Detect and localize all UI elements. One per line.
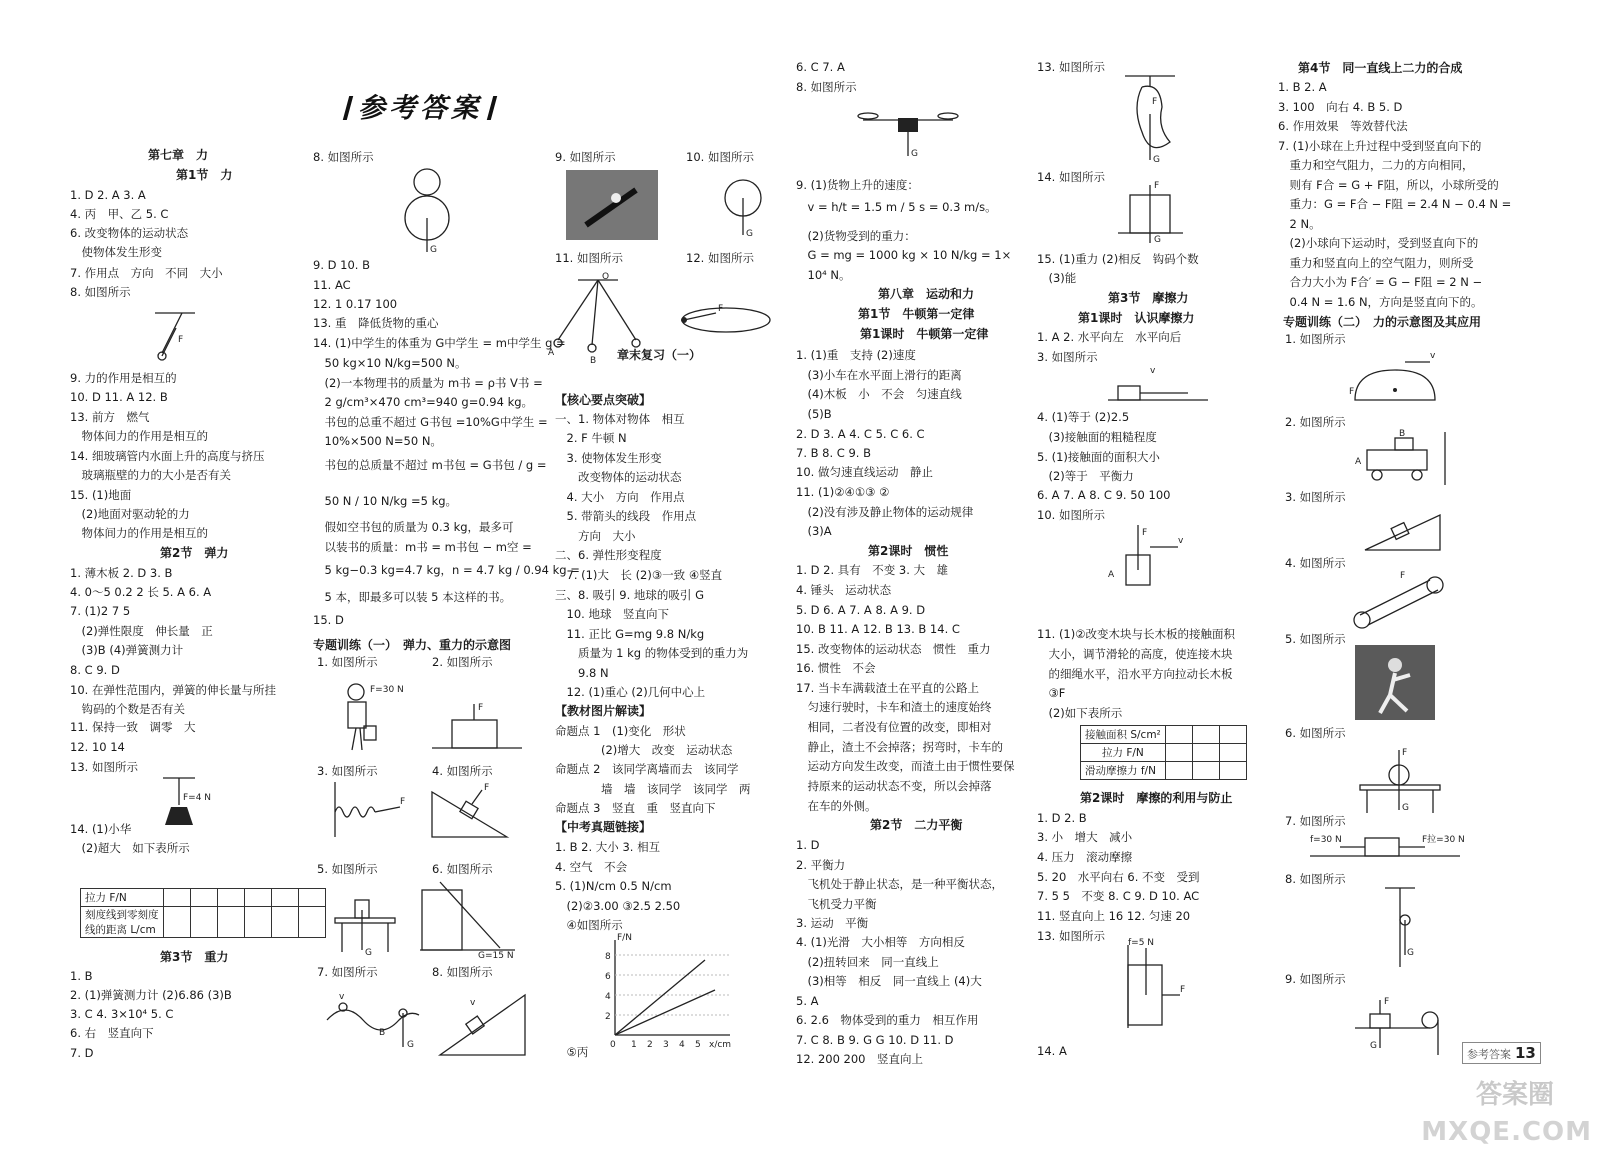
answer-line: (3)相等 相反 同一直线上 (4)大 xyxy=(796,974,982,988)
svg-text:F: F xyxy=(484,783,490,793)
answer-line: 5. 如图所示 xyxy=(317,862,378,876)
answer-line: 11. 正比 G=mg 9.8 N/kg xyxy=(555,627,705,641)
answer-line: 10. 如图所示 xyxy=(1037,508,1105,522)
svg-text:B: B xyxy=(1399,429,1406,439)
answer-line: 2 g/cm³×470 cm³=940 g=0.94 kg。 xyxy=(313,395,534,409)
answer-line: 书包的总重不超过 G书包 =10%G中学生 = xyxy=(313,415,548,429)
answer-line: 13. 如图所示 xyxy=(1037,929,1105,943)
answer-line: (4)木板 小 不会 匀速直线 xyxy=(796,387,962,401)
answer-line: 4. 压力 滚动摩擦 xyxy=(1037,850,1133,864)
answer-line: 合力大小为 F合′ = G − F阻 = 2 N − xyxy=(1278,275,1483,289)
answer-line: 1. D xyxy=(796,838,820,852)
answer-line: 9. 力的作用是相互的 xyxy=(70,371,177,385)
circle-motion-figure xyxy=(676,295,772,355)
answer-line: 15. (1)地面 xyxy=(70,488,132,502)
svg-text:F: F xyxy=(1384,997,1390,1007)
answer-line: (2)扭转回来 同一直线上 xyxy=(796,955,939,969)
answer-line: 命题点 1 (1)变化 形状 xyxy=(555,724,686,738)
answer-line: 改变物体的运动状态 xyxy=(555,470,682,484)
answer-line: 重力：G = F合 − F阻 = 2.4 N − 0.4 N = xyxy=(1278,197,1512,211)
answer-line: 7. 如图所示 xyxy=(1285,814,1346,828)
answer-line: 17. 当卡车满载渣土在平直的公路上 xyxy=(796,681,979,695)
answer-line: 玻璃瓶壁的力的大小是否有关 xyxy=(70,468,231,482)
answer-line: 0.4 N = 1.6 N，方向是竖直向下的。 xyxy=(1278,295,1483,309)
answer-line: 1. (1)重 支持 (2)速度 xyxy=(796,348,916,362)
spring-hand-figure xyxy=(330,782,410,842)
answer-line: (2)增大 改变 运动状态 xyxy=(555,743,733,757)
answer-line: 14. (1)小华 xyxy=(70,822,132,836)
svg-text:F: F xyxy=(1400,571,1406,581)
ladder-wall-figure xyxy=(420,880,520,960)
section-heading: 第4节 同一直线上二力的合成 xyxy=(1298,61,1463,75)
wood-block-figure xyxy=(1108,368,1208,413)
svg-text:F: F xyxy=(400,797,406,807)
section-heading: 专题训练（二） 力的示意图及其应用 xyxy=(1283,315,1482,329)
answer-line: ③F xyxy=(1037,686,1066,700)
pendulum-swing-figure xyxy=(548,272,648,370)
answer-line: ④如图所示 xyxy=(555,918,623,932)
answer-line: 5. 带箭头的线段 作用点 xyxy=(555,509,697,523)
table-cell: 滑动摩擦力 f/N xyxy=(1081,762,1166,780)
answer-line: 12. 1 0.17 100 xyxy=(313,297,398,311)
answer-line: 4. 丙 甲、乙 5. C xyxy=(70,207,169,221)
svg-text:G: G xyxy=(1154,235,1161,245)
answer-line: 钩码的个数是否有关 xyxy=(70,702,185,716)
answer-line: 方向 大小 xyxy=(555,529,636,543)
answer-line: (3)B (4)弹簧测力计 xyxy=(70,643,184,657)
svg-text:G: G xyxy=(365,948,372,958)
answer-line: 命题点 2 该同学离墙而去 该同学 xyxy=(555,762,739,776)
answer-line: 重力和空气阻力，二力的方向相同， xyxy=(1278,158,1474,172)
section-heading: 第3节 摩擦力 xyxy=(1108,291,1189,305)
answer-line: 静止，渣土不会掉落；拐弯时，卡车的 xyxy=(796,740,1003,754)
svg-text:A: A xyxy=(1108,570,1115,580)
svg-text:F: F xyxy=(478,703,484,713)
answer-line: 运动方向发生改变，而渣土由于惯性要保 xyxy=(796,759,1015,773)
answer-line: 1. B 2. 大小 3. 相互 xyxy=(555,840,661,854)
answer-line: 7. B 8. C 9. B xyxy=(796,446,872,460)
svg-text:v: v xyxy=(470,998,476,1008)
svg-text:F=4 N: F=4 N xyxy=(183,793,212,803)
svg-text:O: O xyxy=(602,272,610,282)
answer-line: 假如空书包的质量为 0.3 kg，最多可 xyxy=(313,520,514,534)
svg-text:G: G xyxy=(407,1040,414,1050)
answer-line: (2)没有涉及静止物体的运动规律 xyxy=(796,505,974,519)
answer-line: 12. 如图所示 xyxy=(686,251,754,265)
svg-text:F: F xyxy=(1349,387,1355,397)
answer-line: 5. 如图所示 xyxy=(1285,632,1346,646)
answer-line: 书包的总质量不超过 m书包 = G书包 / g = xyxy=(313,458,547,472)
hanging-box-figure xyxy=(1118,180,1188,245)
answer-line: 7. 如图所示 xyxy=(317,965,378,979)
answer-line: 3. 使物体发生形变 xyxy=(555,451,662,465)
answer-line: 2. F 牛顿 N xyxy=(555,431,627,445)
svg-text:8: 8 xyxy=(605,952,611,962)
answer-line: 10. 在弹性范围内，弹簧的伸长量与所挂 xyxy=(70,683,276,697)
answer-line: 1. D 2. 具有 不变 3. 大 雄 xyxy=(796,563,949,577)
answer-line: 1. D 2. A 3. A xyxy=(70,188,146,202)
svg-text:v: v xyxy=(339,992,345,1002)
answer-line: 物体间力的作用是相互的 xyxy=(70,526,208,540)
answer-line: 6. 作用效果 等效替代法 xyxy=(1278,119,1408,133)
watermark-logo: 答案圈 xyxy=(1475,1080,1554,1110)
answer-line: 1. 薄木板 2. D 3. B xyxy=(70,566,173,580)
answer-line: 3. 100 向右 4. B 5. D xyxy=(1278,100,1403,114)
answer-line: 8. C 9. D xyxy=(70,663,120,677)
svg-text:F=30 N: F=30 N xyxy=(370,685,404,695)
table-cell-line: 线的距离 L/cm xyxy=(85,924,156,936)
answer-line: 10%×500 N=50 N。 xyxy=(313,434,442,448)
answer-line: 2. (1)弹簧测力计 (2)6.86 (3)B xyxy=(70,988,232,1002)
answer-line: v = h/t = 1.5 m / 5 s = 0.3 m/s。 xyxy=(796,200,997,214)
answer-line: 重力和竖直向上的空气阻力，则所受 xyxy=(1278,256,1474,270)
conveyor-figure xyxy=(1350,570,1450,630)
answer-line: 11. AC xyxy=(313,278,351,292)
answer-line: 3. 运动 平衡 xyxy=(796,916,869,930)
friction-table xyxy=(1080,725,1247,780)
answer-line: 9. (1)货物上升的速度： xyxy=(796,178,919,192)
answer-line: 飞机受力平衡 xyxy=(796,897,877,911)
svg-text:G: G xyxy=(430,245,437,255)
table-cell: 拉力 F/N xyxy=(1081,744,1166,762)
answer-line: 13. 如图所示 xyxy=(70,760,138,774)
answer-line: 6. A 7. A 8. C 9. 50 100 xyxy=(1037,488,1171,502)
svg-text:f=5 N: f=5 N xyxy=(1128,938,1155,948)
svg-text:A: A xyxy=(1355,457,1362,467)
answer-line: 6. 如图所示 xyxy=(432,862,493,876)
section-heading: 第2课时 摩擦的利用与防止 xyxy=(1080,791,1233,805)
svg-text:4: 4 xyxy=(605,992,611,1002)
svg-text:F: F xyxy=(1180,985,1186,995)
answer-line: 在车的外侧。 xyxy=(796,799,877,813)
pull-box-figure xyxy=(1310,830,1470,865)
svg-text:F: F xyxy=(718,304,724,314)
runner-photo xyxy=(1355,645,1435,720)
answer-line: 50 N / 10 N/kg =5 kg。 xyxy=(313,494,458,508)
pulley-figure xyxy=(1350,997,1445,1060)
answer-line: 5. A xyxy=(796,994,819,1008)
svg-text:0: 0 xyxy=(610,1040,616,1050)
answer-line: 4. 锤头 运动状态 xyxy=(796,583,892,597)
answer-line: 1. B 2. A xyxy=(1278,80,1327,94)
answer-line: 10. D 11. A 12. B xyxy=(70,390,168,404)
answer-line: 飞机处于静止状态，是一种平衡状态， xyxy=(796,877,1003,891)
answer-line: 1. D 2. B xyxy=(1037,811,1087,825)
section-heading: 第2节 弹力 xyxy=(160,546,229,560)
answer-line: 11. (1)②④①③ ② xyxy=(796,485,890,499)
answer-line: 8. 如图所示 xyxy=(796,80,857,94)
answer-line: 匀速行驶时，卡车和渣土的速度始终 xyxy=(796,700,992,714)
svg-text:6: 6 xyxy=(605,972,611,982)
svg-text:B: B xyxy=(590,356,597,366)
page-number-badge: 参考答案 13 xyxy=(1462,1042,1541,1064)
answer-line: 12. 10 14 xyxy=(70,740,125,754)
answer-line: (2)地面对驱动轮的力 xyxy=(70,507,190,521)
section-heading: 第3节 重力 xyxy=(160,950,229,964)
answer-line: (3)接触面的粗糙程度 xyxy=(1037,430,1157,444)
svg-text:3: 3 xyxy=(663,1040,669,1050)
answer-line: 50 kg×10 N/kg=500 N。 xyxy=(313,356,467,370)
drone-figure xyxy=(858,108,958,158)
svg-text:2: 2 xyxy=(605,1012,611,1022)
answer-line: 使物体发生形变 xyxy=(70,245,162,259)
irregular-plate-figure xyxy=(1120,72,1180,167)
answer-line: (2)弹性限度 伸长量 正 xyxy=(70,624,213,638)
answer-line: 9. 如图所示 xyxy=(1285,972,1346,986)
answer-line: (2)等于 平衡力 xyxy=(1037,469,1134,483)
answer-line: (2)如下表所示 xyxy=(1037,706,1123,720)
answer-line: 4. (1)等于 (2)2.5 xyxy=(1037,410,1130,424)
answer-line: 1. A 2. 水平向左 水平向后 xyxy=(1037,330,1182,344)
answer-line: 13. 重 降低货物的重心 xyxy=(313,316,439,330)
svg-text:G: G xyxy=(1153,155,1160,165)
answer-line: 8. 如图所示 xyxy=(1285,872,1346,886)
answer-line: 7. 作用点 方向 不同 大小 xyxy=(70,266,223,280)
section-heading: 第1课时 牛顿第一定律 xyxy=(860,327,989,341)
answer-line: 3. C 4. 3×10⁴ 5. C xyxy=(70,1007,174,1021)
answer-line: 10. 地球 竖直向下 xyxy=(555,607,669,621)
answer-line: (5)B xyxy=(796,407,832,421)
section-heading: 【教材图片解读】 xyxy=(555,704,652,718)
answer-line: ⑤丙 xyxy=(555,1045,589,1059)
answer-line: 质量为 1 kg 的物体受到的重力为 xyxy=(555,646,749,660)
answer-line: 9. D 10. B xyxy=(313,258,370,272)
answer-line: 10. B 11. A 12. B 13. B 14. C xyxy=(796,622,960,636)
answer-line: 7. (1)大 长 (2)③一致 ④竖直 xyxy=(555,568,723,582)
snowboard-photo xyxy=(566,170,658,240)
answer-line: 2. 如图所示 xyxy=(432,655,493,669)
answer-line: 大小，调节滑轮的高度，使连接木块 xyxy=(1037,647,1233,661)
answer-line: 4. 大小 方向 作用点 xyxy=(555,490,685,504)
section-heading: 章末复习（一） xyxy=(617,348,702,362)
svg-text:f=30 N: f=30 N xyxy=(1310,835,1342,845)
answer-line: 3. 小 增大 减小 xyxy=(1037,830,1133,844)
rope-climb-figure xyxy=(1375,885,1425,970)
svg-text:5: 5 xyxy=(695,1040,701,1050)
svg-text:1: 1 xyxy=(631,1040,637,1050)
answer-line: 15. D xyxy=(313,613,344,627)
answer-line: 2. D 3. A 4. C 5. C 6. C xyxy=(796,427,925,441)
answer-line: (2)小球向下运动时，受到竖直向下的 xyxy=(1278,236,1479,250)
block-friction-figure xyxy=(1108,525,1198,590)
svg-text:G: G xyxy=(1402,803,1409,813)
answer-line: 7. D xyxy=(70,1046,94,1060)
answer-line: 3. 如图所示 xyxy=(1037,350,1098,364)
answer-line: 6. 右 竖直向下 xyxy=(70,1026,154,1040)
section-heading: 第2课时 惯性 xyxy=(868,544,949,558)
table-cell xyxy=(81,907,164,938)
answer-line: 6. C 7. A xyxy=(796,60,845,74)
watermark: MXQE.COM xyxy=(1421,1117,1592,1147)
spring-graph xyxy=(605,935,745,1050)
answer-line: 6. 改变物体的运动状态 xyxy=(70,226,189,240)
answer-line: (2)超大 如下表所示 xyxy=(70,841,190,855)
svg-text:F: F xyxy=(1152,97,1158,107)
answer-line: 15. (1)重力 (2)相反 钩码个数 xyxy=(1037,252,1199,266)
answer-line: 二、6. 弹性形变程度 xyxy=(555,548,662,562)
answer-line: (2)②3.00 ③2.5 2.50 xyxy=(555,899,681,913)
answer-line: 14. 细玻璃管内水面上升的高度与挤压 xyxy=(70,449,265,463)
svg-text:G: G xyxy=(911,149,918,159)
answer-line: 11. 竖直向上 16 12. 匀速 20 xyxy=(1037,909,1191,923)
answer-line: 相同，二者没有位置的改变，即相对 xyxy=(796,720,992,734)
svg-text:F: F xyxy=(178,335,184,345)
ball-bowl-figure xyxy=(715,170,770,240)
answer-line: 3. 如图所示 xyxy=(317,764,378,778)
wall-block-figure xyxy=(1118,940,1198,1030)
section-heading: 第2节 二力平衡 xyxy=(870,818,963,832)
svg-text:v: v xyxy=(1150,366,1156,376)
svg-text:2: 2 xyxy=(647,1040,653,1050)
answer-line: 8. 如图所示 xyxy=(313,150,374,164)
svg-text:F: F xyxy=(1154,181,1160,191)
answer-line: 11. 保持一致 调零 大 xyxy=(70,720,196,734)
answer-line: 9.8 N xyxy=(555,666,609,680)
answer-line: 5. (1)N/cm 0.5 N/cm xyxy=(555,879,672,893)
answer-line: 5. D 6. A 7. A 8. A 9. D xyxy=(796,603,926,617)
answer-line: (3)小车在水平面上滑行的距离 xyxy=(796,368,962,382)
answer-line: 13. 前方 燃气 xyxy=(70,410,150,424)
svg-text:G: G xyxy=(746,229,753,239)
section-heading: 第1节 力 xyxy=(176,168,233,182)
answer-line: 10. 做匀速直线运动 静止 xyxy=(796,465,933,479)
answer-line: 4. (1)光滑 大小相等 方向相反 xyxy=(796,935,965,949)
answer-line: 4. 0～5 0.2 2 长 5. A 6. A xyxy=(70,585,212,599)
section-heading: 第八章 运动和力 xyxy=(878,287,975,301)
snowman-figure xyxy=(392,160,462,255)
answer-line: 9. 如图所示 xyxy=(555,150,616,164)
answer-line: 6. 2.6 物体受到的重力 相互作用 xyxy=(796,1013,979,1027)
svg-text:G=15 N: G=15 N xyxy=(478,951,514,961)
answer-line: 1. 如图所示 xyxy=(1285,332,1346,346)
table-cup-figure xyxy=(330,880,410,960)
svg-text:4: 4 xyxy=(679,1040,685,1050)
incline-box-figure xyxy=(432,782,512,842)
answer-line: 11. 如图所示 xyxy=(555,251,623,265)
answer-line: 4. 如图所示 xyxy=(432,764,493,778)
ramp-block-figure xyxy=(440,995,530,1060)
answer-line: 持原来的运动状态不变，所以会掉落 xyxy=(796,779,992,793)
pendulum-figure xyxy=(150,308,210,368)
answer-line: 14. 如图所示 xyxy=(1037,170,1105,184)
answer-line: 5 本，即最多可以装 5 本这样的书。 xyxy=(313,590,512,604)
section-heading: 第1课时 认识摩擦力 xyxy=(1078,311,1195,325)
answer-line: 的细绳水平，沿水平方向拉动长木板 xyxy=(1037,667,1233,681)
svg-text:F拉=30 N: F拉=30 N xyxy=(1422,835,1465,845)
answer-line: 5. 20 水平向右 6. 不变 受到 xyxy=(1037,870,1200,884)
answer-line: (3)A xyxy=(796,524,832,538)
answer-line: 13. 如图所示 xyxy=(1037,60,1105,74)
answer-line: 1. 如图所示 xyxy=(317,655,378,669)
answer-line: 12. 200 200 竖直向上 xyxy=(796,1052,923,1066)
answer-line: 2. 如图所示 xyxy=(1285,415,1346,429)
answer-line: (3)能 xyxy=(1037,271,1077,285)
answer-line: 7. C 8. B 9. G G 10. D 11. D xyxy=(796,1033,954,1047)
box-floor-figure xyxy=(432,700,522,755)
answer-line: (2)一本物理书的质量为 m书 = ρ书 V书 = xyxy=(313,376,543,390)
answer-line: 3. 如图所示 xyxy=(1285,490,1346,504)
answer-line: 15. 改变物体的运动状态 惯性 重力 xyxy=(796,642,991,656)
answer-line: 14. (1)中学生的体重为 G中学生 = m中学生 g = xyxy=(313,336,566,350)
answer-line: 墙 墙 该同学 该同学 两 xyxy=(555,782,751,796)
roller-track-figure xyxy=(325,992,420,1055)
answer-line: (2)货物受到的重力： xyxy=(796,229,916,243)
answer-line: 一、1. 物体对物体 相互 xyxy=(555,412,685,426)
answer-line: 5. (1)接触面的面积大小 xyxy=(1037,450,1160,464)
table-cell-line: 刻度线到零刻度 xyxy=(85,909,159,921)
answer-line: 以装书的质量：m书 = m书包 − m空 = xyxy=(313,540,532,554)
answer-line: 10⁴ N。 xyxy=(796,268,851,282)
slope-box-figure xyxy=(1355,505,1445,555)
section-heading: 专题训练（一） 弹力、重力的示意图 xyxy=(313,638,512,652)
ball-table-figure xyxy=(1355,745,1455,815)
answer-line: 2. 平衡力 xyxy=(796,858,846,872)
answer-line: G = mg = 1000 kg × 10 N/kg = 1× xyxy=(796,248,1012,262)
answer-line: 6. 如图所示 xyxy=(1285,726,1346,740)
section-heading: 第七章 力 xyxy=(148,148,209,162)
answer-line: 14. A xyxy=(1037,1044,1067,1058)
spring-table xyxy=(80,888,326,938)
answer-line: 4. 空气 不会 xyxy=(555,860,628,874)
svg-text:B: B xyxy=(379,1028,386,1038)
answer-line: 7. 5 5 不变 8. C 9. D 10. AC xyxy=(1037,889,1200,903)
section-heading: 【中考真题链接】 xyxy=(555,820,652,834)
answer-line: 4. 如图所示 xyxy=(1285,556,1346,570)
svg-text:G: G xyxy=(1370,1041,1377,1051)
answer-line: 5 kg−0.3 kg=4.7 kg，n = 4.7 kg / 0.94 kg = xyxy=(313,563,580,577)
answer-line: 三、8. 吸引 9. 地球的吸引 G xyxy=(555,588,704,602)
svg-text:F: F xyxy=(1402,748,1408,758)
svg-text:v: v xyxy=(1178,536,1184,546)
curling-figure xyxy=(1345,350,1445,410)
answer-line: 物体间力的作用是相互的 xyxy=(70,429,208,443)
girl-bucket-figure xyxy=(330,680,410,755)
svg-text:v: v xyxy=(1430,351,1436,361)
answer-line: 12. (1)重心 (2)几何中心上 xyxy=(555,685,706,699)
svg-text:F: F xyxy=(1142,528,1148,538)
answer-line: 16. 惯性 不会 xyxy=(796,661,876,675)
table-cell: 拉力 F/N xyxy=(81,889,164,907)
cart-block-figure xyxy=(1355,430,1455,490)
answer-line: 命题点 3 竖直 重 竖直向下 xyxy=(555,801,716,815)
svg-text:G: G xyxy=(1407,948,1414,958)
answer-line: 2 N。 xyxy=(1278,217,1321,231)
answer-line: 7. (1)小球在上升过程中受到竖直向下的 xyxy=(1278,139,1482,153)
lamp-figure xyxy=(155,775,215,835)
answer-line: 7. (1)2 7 5 xyxy=(70,604,131,618)
svg-text:F/N: F/N xyxy=(617,933,632,943)
section-heading: 第1节 牛顿第一定律 xyxy=(858,307,975,321)
svg-text:A: A xyxy=(548,348,555,358)
answer-line: 11. (1)②改变木块与长木板的接触面积 xyxy=(1037,627,1236,641)
answer-line: 则有 F合 = G + F阻，所以，小球所受的 xyxy=(1278,178,1499,192)
answer-line: 8. 如图所示 xyxy=(432,965,493,979)
answer-line: 8. 如图所示 xyxy=(70,285,131,299)
svg-text:x/cm: x/cm xyxy=(709,1040,732,1050)
table-cell: 接触面积 S/cm² xyxy=(1081,726,1166,744)
section-heading: 【核心要点突破】 xyxy=(555,393,652,407)
answer-line: 1. B xyxy=(70,969,93,983)
answer-line: 10. 如图所示 xyxy=(686,150,754,164)
page-title: 参考答案 xyxy=(338,86,502,125)
